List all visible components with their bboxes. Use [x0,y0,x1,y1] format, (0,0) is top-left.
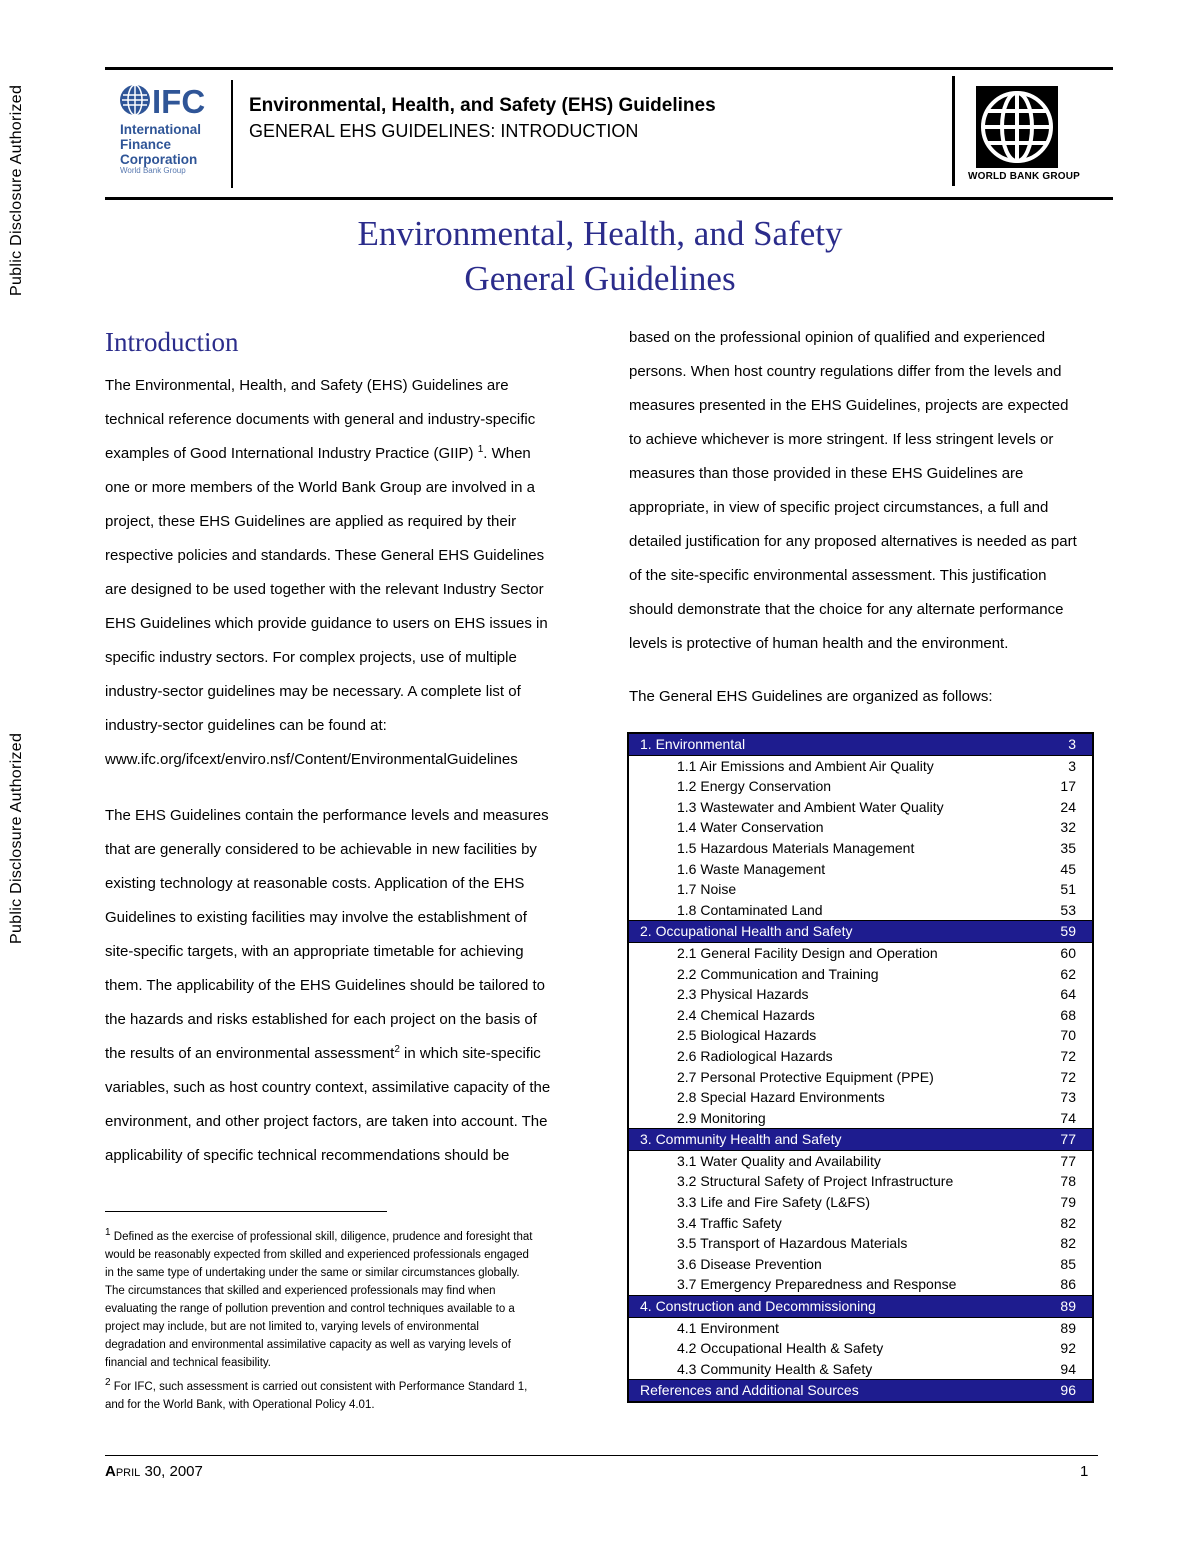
toc-entry-row[interactable] [629,859,1092,880]
text-line: industry-sector guidelines may be necessary. A complete list of [105,683,521,700]
footnote-line: would be reasonably expected from skilled and experienced professionals engaged [105,1249,529,1261]
world-bank-label: WORLD BANK GROUP [967,171,1081,182]
toc-entry-label: 2.7 Personal Protective Equipment (PPE) [677,1068,934,1085]
text-line: Guidelines to existing facilities may involve the establishment of [105,909,527,926]
toc-page-number: 86 [1060,1276,1076,1293]
text-line: them. The applicability of the EHS Guidelines should be tailored to [105,977,545,994]
toc-entry-label: 2.4 Chemical Hazards [677,1006,815,1023]
toc-page-number: 17 [1060,778,1076,795]
toc-page-number: 77 [1060,1131,1076,1148]
text-line: that are generally considered to be achievable in new facilities by [105,841,537,858]
toc-entry-row[interactable] [629,755,1092,777]
text-line: environment, and other project factors, are taken into account. The [105,1113,548,1130]
toc-entry-label: References and Additional Sources [640,1382,859,1399]
toc-page-number: 79 [1060,1194,1076,1211]
toc-page-number: 78 [1060,1173,1076,1190]
toc-entry-row[interactable] [629,1025,1092,1046]
text-line: of the site-specific environmental assessment. This justification [629,567,1047,584]
header-divider [231,80,233,188]
toc-entry-label: 1.3 Wastewater and Ambient Water Quality [677,798,944,815]
text-line: measures presented in the EHS Guidelines, projects are expected [629,397,1069,414]
toc-entry-row[interactable] [629,1192,1092,1213]
document-title: General Guidelines [464,259,736,298]
toc-entry-label: 3.5 Transport of Hazardous Materials [677,1235,908,1252]
footnote-line [105,1378,532,1396]
toc-entry-row[interactable] [629,1213,1092,1234]
public-disclosure-label: Public Disclosure Authorized [8,732,25,944]
text-line: levels is protective of human health and the environment. [629,635,1009,652]
toc-entry-label: 2.6 Radiological Hazards [677,1047,833,1064]
toc-entry-row[interactable] [629,984,1092,1005]
toc-page-number: 94 [1060,1360,1076,1377]
toc-entry-row[interactable] [629,1150,1092,1172]
toc-entry-label: 1.4 Water Conservation [677,819,824,836]
toc-section-row[interactable] [629,1128,1092,1150]
footnote-separator [105,1211,387,1212]
toc-entry-row[interactable] [629,838,1092,859]
toc-entry-label: 1. Environmental [640,736,746,752]
toc-entry-row[interactable] [629,1067,1092,1088]
text-line: site-specific targets, with an appropriate timetable for achieving [105,943,524,960]
text-line: project, these EHS Guidelines are applied as required by their [105,513,517,530]
toc-entry-label: 2.2 Communication and Training [677,965,879,982]
toc-page-number: 32 [1060,819,1076,836]
footnote-line: evaluating the range of pollution prevention and control techniques available to a [105,1303,515,1315]
body-paragraph [105,799,550,1173]
toc-intro-text: The General EHS Guidelines are organized as follows: [629,688,993,705]
toc-entry-row[interactable] [629,942,1092,964]
text-line: existing technology at reasonable costs. Application of the EHS [105,875,525,892]
footnote-line: project may include, but are not limited to, varying levels of environmental [105,1321,479,1333]
body-paragraph [629,321,1077,661]
toc-entry-row[interactable] [629,964,1092,985]
toc-entry-label: 2.9 Monitoring [677,1109,766,1126]
date-initial: A [105,1463,116,1480]
toc-entry-label: 3.6 Disease Prevention [677,1255,822,1272]
toc-page-number: 45 [1060,860,1076,877]
toc-entry-label: 1.8 Contaminated Land [677,901,823,918]
page-number: 1 [1080,1463,1089,1480]
toc-page-number: 24 [1060,798,1076,815]
toc-page-number: 96 [1060,1382,1076,1399]
toc-entry-label: 1.6 Waste Management [677,860,826,877]
toc-page-number: 85 [1060,1255,1076,1272]
text-line: persons. When host country regulations differ from the levels and [629,363,1062,380]
toc-section-row[interactable] [629,1379,1092,1401]
toc-entry-row[interactable] [629,1171,1092,1192]
footnote-text: Defined as the exercise of professional skill, diligence, prudence and foresight that [110,1231,533,1243]
ifc-name-line: International [120,122,202,137]
footer-rule [105,1455,1098,1456]
toc-page-number: 3 [1068,736,1076,752]
toc-entry-label: 3. Community Health and Safety [640,1131,842,1148]
toc-section-row[interactable] [629,1295,1092,1317]
toc-entry-row[interactable] [629,1087,1092,1108]
toc-entry-label: 3.4 Traffic Safety [677,1214,782,1231]
text-line: are designed to be used together with the relevant Industry Sector [105,581,544,598]
toc-entry-row[interactable] [629,1274,1092,1295]
toc-entry-label: 2.1 General Facility Design and Operation [677,944,938,961]
toc-section-row[interactable] [629,734,1092,755]
text-segment: examples of Good International Industry Practice (GIIP) [105,445,474,462]
date-month: PRIL [115,1467,141,1479]
header-top-rule [105,67,1113,70]
footnote-line: The circumstances that skilled and experienced professionals may find when [105,1285,496,1297]
toc-entry-label: 3.3 Life and Fire Safety (L&FS) [677,1194,870,1211]
ifc-globe-icon [118,82,230,118]
ifc-name-line: Finance [120,137,172,152]
footnotes [105,1228,532,1414]
section-heading: Introduction [105,327,239,357]
intro-paragraph [105,369,548,777]
toc-entry-row[interactable] [629,1046,1092,1067]
footnote-line: and for the World Bank, with Operational Policy 4.01. [105,1399,375,1411]
toc-page-number: 89 [1060,1319,1076,1336]
footnote-line: financial and technical feasibility. [105,1357,271,1369]
toc-entry-label: 4.2 Occupational Health & Safety [677,1340,884,1357]
toc-page-number: 70 [1060,1027,1076,1044]
footer-date [105,1463,203,1480]
toc-entry-label: 2.5 Biological Hazards [677,1027,817,1044]
footnote-line: in the same type of undertaking under the same or similar circumstances globally. [105,1267,520,1279]
toc-page-number: 72 [1060,1047,1076,1064]
footnote-ref[interactable]: 2 [394,1044,400,1055]
toc-page-number: 74 [1060,1109,1076,1126]
toc-page-number: 35 [1060,839,1076,856]
toc-entry-row[interactable] [629,1317,1092,1339]
text-line: technical reference documents with general and industry-specific [105,411,536,428]
toc-entry-row[interactable] [629,1338,1092,1359]
guidelines-url-link[interactable]: www.ifc.org/ifcext/enviro.nsf/Content/EnvironmentalGuidelines [105,751,518,768]
date-rest: 30, 2007 [140,1463,203,1480]
text-line: to achieve whichever is more stringent. If less stringent levels or [629,431,1054,448]
toc-entry-row[interactable] [629,879,1092,900]
toc-entry-row[interactable] [629,776,1092,797]
toc-entry-row[interactable] [629,1108,1092,1129]
text-line: The Environmental, Health, and Safety (EHS) Guidelines are [105,377,509,394]
toc-entry-row[interactable] [629,900,1092,921]
toc-page-number: 92 [1060,1340,1076,1357]
ifc-subtitle: World Bank Group [120,166,186,175]
toc-page-number: 82 [1060,1214,1076,1231]
toc-page-number: 60 [1060,944,1076,961]
toc-page-number: 68 [1060,1006,1076,1023]
text-line: one or more members of the World Bank Group are involved in a [105,479,535,496]
toc-entry-label: 4.1 Environment [677,1319,779,1336]
world-bank-globe-icon [976,86,1058,168]
toc-entry-row[interactable] [629,1254,1092,1275]
toc-page-number: 59 [1060,923,1076,940]
toc-entry-label: 1.5 Hazardous Materials Management [677,839,915,856]
toc-entry-label: 3.7 Emergency Preparedness and Response [677,1276,957,1293]
toc-page-number: 53 [1060,901,1076,918]
text-line: based on the professional opinion of qualified and experienced [629,329,1046,346]
table-of-contents [627,732,1094,1403]
ifc-name [120,122,201,167]
text-line: specific industry sectors. For complex projects, use of multiple [105,649,517,666]
text-line: The EHS Guidelines contain the performance levels and measures [105,807,549,824]
text-line: detailed justification for any proposed alternatives is needed as part [629,533,1077,550]
footnote-marker: 1 [105,1227,111,1239]
footnote-marker: 2 [105,1377,111,1389]
text-line: variables, such as host country context, assimilative capacity of the [105,1079,551,1096]
toc-entry-label: 3.2 Structural Safety of Project Infrastructure [677,1173,954,1190]
document-title: Environmental, Health, and Safety [357,214,843,253]
toc-entry-row[interactable] [629,1233,1092,1254]
toc-entry-label: 3.1 Water Quality and Availability [677,1152,881,1169]
toc-page-number: 51 [1060,881,1076,898]
header-bottom-rule [105,197,1113,200]
public-disclosure-label: Public Disclosure Authorized [8,84,25,296]
toc-page-number: 3 [1068,757,1076,774]
toc-entry-label: 1.7 Noise [677,881,737,898]
text-line: measures than those provided in these EHS Guidelines are [629,465,1024,482]
toc-entry-row[interactable] [629,1359,1092,1380]
footnote-ref[interactable]: 1 [477,444,484,455]
toc-entry-label: 2.8 Special Hazard Environments [677,1089,885,1106]
text-line: applicability of specific technical recommendations should be [105,1147,510,1164]
toc-entry-label: 1.1 Air Emissions and Ambient Air Quality [677,757,934,774]
text-segment: . When [483,445,531,462]
footnote-line: degradation and environmental assimilative capacity as well as varying levels of [105,1339,511,1351]
toc-entry-label: 4. Construction and Decommissioning [640,1298,876,1315]
text-line: appropriate, in view of specific project circumstances, a full and [629,499,1049,516]
toc-entry-label: 4.3 Community Health & Safety [677,1360,873,1377]
text-line: should demonstrate that the choice for any alternate performance [629,601,1064,618]
toc-entry-row[interactable] [629,817,1092,838]
text-line: the hazards and risks established for each project on the basis of [105,1011,537,1028]
text-segment: the results of an environmental assessment [105,1045,395,1062]
toc-entry-row[interactable] [629,1005,1092,1026]
toc-page-number: 77 [1060,1152,1076,1169]
toc-entry-label: 2.3 Physical Hazards [677,986,809,1003]
toc-entry-row[interactable] [629,797,1092,818]
footnote-text: For IFC, such assessment is carried out consistent with Performance Standard 1, [110,1381,528,1393]
header-subtitle: GENERAL EHS GUIDELINES: INTRODUCTION [249,121,639,141]
toc-page-number: 73 [1060,1089,1076,1106]
text-line: respective policies and standards. These General EHS Guidelines [105,547,545,564]
header-title: Environmental, Health, and Safety (EHS) Guidelines [249,95,716,116]
text-line: EHS Guidelines which provide guidance to users on EHS issues in [105,615,548,632]
text-line [105,1037,550,1071]
ifc-mark-text: IFC [152,83,206,118]
text-line [105,437,548,471]
toc-page-number: 72 [1060,1068,1076,1085]
toc-page-number: 62 [1060,965,1076,982]
ifc-logo [118,82,230,182]
toc-page-number: 89 [1060,1298,1076,1315]
header-divider [952,76,955,186]
toc-entry-label: 2. Occupational Health and Safety [640,923,853,940]
toc-entry-label: 1.2 Energy Conservation [677,778,832,795]
footnote-line [105,1228,532,1246]
text-line: industry-sector guidelines can be found at: [105,717,387,734]
toc-page-number: 64 [1060,986,1076,1003]
toc-page-number: 82 [1060,1235,1076,1252]
toc-section-row[interactable] [629,920,1092,942]
ifc-name-line: Corporation [120,152,198,167]
text-segment: in which site-specific [399,1045,541,1062]
